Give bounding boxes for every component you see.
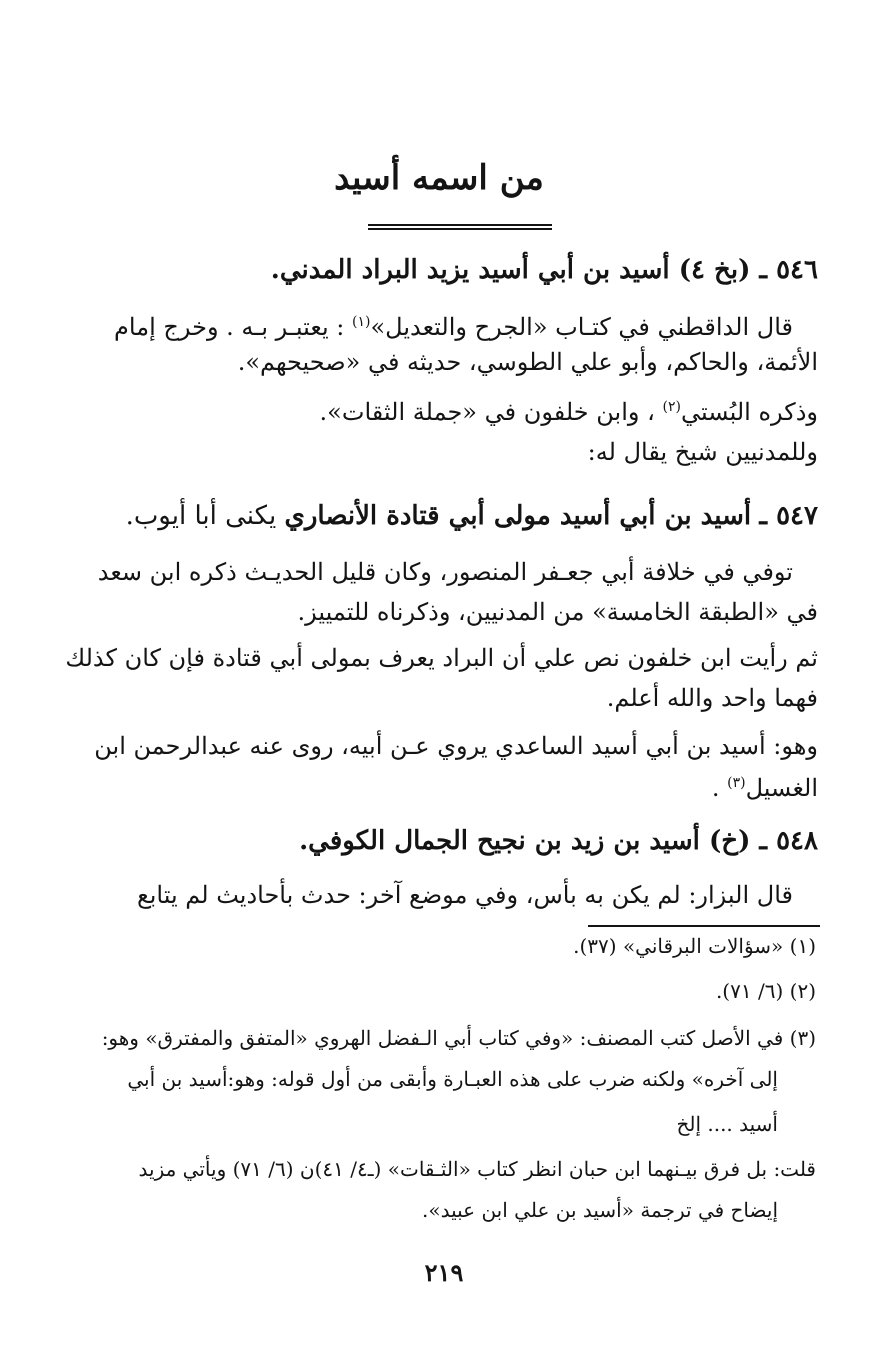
- footnote-2: (٢) (٦/ ٧١).: [715, 979, 816, 1003]
- line-text: .: [711, 774, 720, 802]
- entry-number: ٥٤٦ ـ (بخ ٤): [678, 255, 818, 285]
- entry-547-line-6: [712, 768, 818, 803]
- entry-546-line-1: [114, 307, 793, 342]
- footnote-note: قلت: بل فرق بيـنهما ابن حبان انظر كتاب «الثـقات» (ـ٤/ ٤١)ن (٦/ ٧١) ويأتي مزيد: [138, 1157, 816, 1181]
- line-text: وذكره البُستي: [680, 398, 818, 426]
- entry-546-line-2: الأئمة، والحاكم، وأبو علي الطوسي، حديثه في «صحيحهم».: [237, 348, 818, 376]
- footnote-ref-3: (٣): [727, 775, 746, 791]
- entry-547-line-1: توفي في خلافة أبي جعـفر المنصور، وكان قليل الحديـث ذكره ابن سعد: [97, 558, 793, 586]
- entry-547-line-4: فهما واحد والله أعلم.: [606, 684, 818, 712]
- footnote-ref-2: (٢): [662, 399, 681, 415]
- footnote-ref-1: (١): [352, 314, 371, 330]
- entry-number: ٥٤٧ ـ: [759, 501, 818, 531]
- entry-name: أسيد بن أبي أسيد مولى أبي قتادة الأنصاري: [284, 501, 752, 531]
- entry-name: أسيد بن زيد بن نجيح الجمال الكوفي.: [299, 826, 700, 856]
- line-text: : يعتبـر بـه . وخرج إمام: [114, 313, 345, 341]
- entry-547-line-2: في «الطبقة الخامسة» من المدنيين، وذكرناه للتمييز.: [297, 598, 818, 626]
- page-title: من اسمه أسيد: [334, 158, 544, 198]
- entry-548-line-1: قال البزار: لم يكن به بأس، وفي موضع آخر: حدث بأحاديث لم يتابع: [136, 881, 793, 909]
- footnote-3: (٣) في الأصل كتب المصنف: «وفي كتاب أبي الـفضل الهروي «المتفق والمفترق» وهو:: [101, 1026, 816, 1050]
- entry-546-line-4: وللمدنيين شيخ يقال له:: [587, 438, 818, 466]
- footnote-separator: [588, 925, 820, 927]
- footnote-3-line-2: إلى آخره» ولكنه ضرب على هذه العبـارة وأبقى من أول قوله: وهو:أسيد بن أبي: [127, 1067, 778, 1091]
- entry-547-line-5: وهو: أسيد بن أبي أسيد الساعدي يروي عـن أبيه، روى عنه عبدالرحمن ابن: [94, 732, 818, 760]
- footnote-note-line-2: إيضاح في ترجمة «أسيد بن علي ابن عبيد».: [422, 1198, 778, 1222]
- title-underline: [368, 224, 552, 230]
- entry-kunya: يكنى أبا أيوب.: [125, 501, 277, 531]
- entry-546-heading: [271, 254, 818, 286]
- line-text: ، وابن خلفون في «جملة الثقات».: [319, 398, 655, 426]
- page-number: ٢١٩: [424, 1258, 464, 1287]
- entry-548-heading: [299, 825, 818, 857]
- entry-name: أسيد بن أبي أسيد يزيد البراد المدني.: [270, 255, 670, 285]
- entry-547-heading: [126, 500, 818, 532]
- entry-546-line-3: [320, 392, 818, 427]
- entry-547-line-3: ثم رأيت ابن خلفون نص علي أن البراد يعرف بمولى أبي قتادة فإن كان كذلك: [65, 644, 818, 672]
- footnote-3-line-3: أسيد .... إلخ: [676, 1112, 778, 1136]
- line-text: قال الداقطني في كتـاب «الجرح والتعديل»: [370, 313, 793, 341]
- footnote-1: (١) «سؤالات البرقاني» (٣٧).: [573, 934, 816, 958]
- line-text: الغسيل: [745, 774, 818, 802]
- entry-number: ٥٤٨ ـ (خ): [708, 826, 818, 856]
